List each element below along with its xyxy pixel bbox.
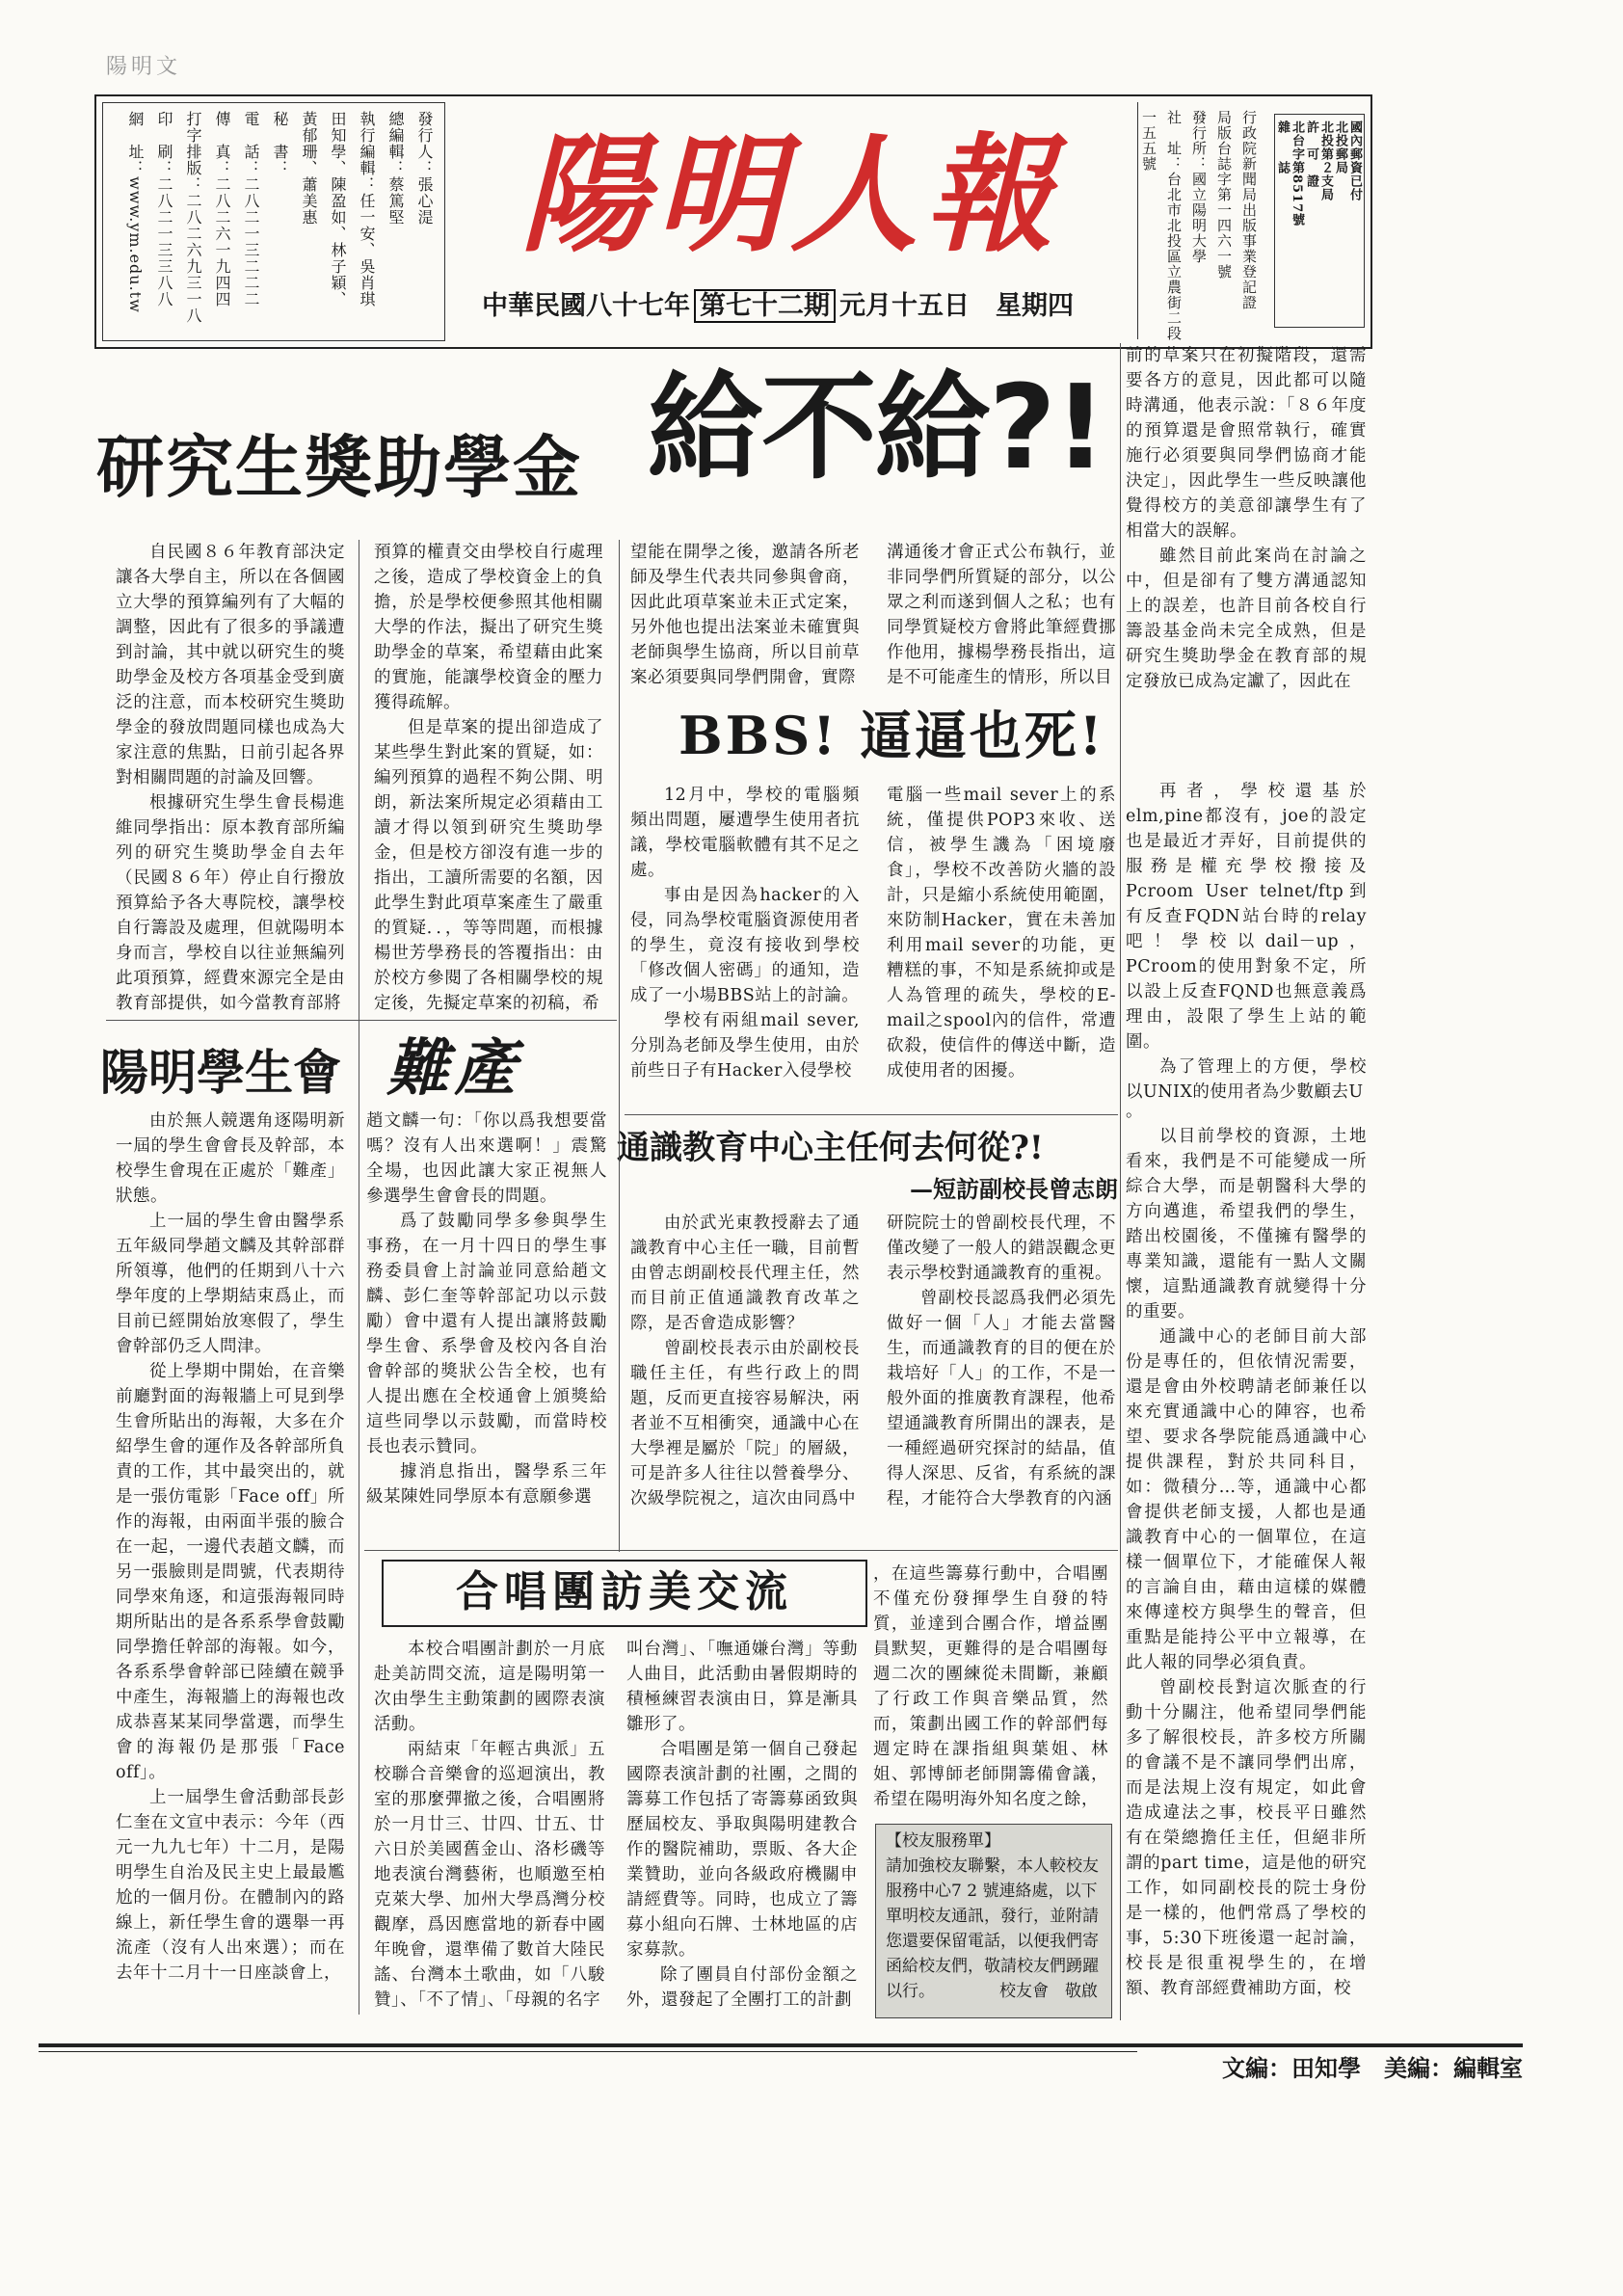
- staff-line-0: 發行人：張心湜: [415, 111, 434, 226]
- registration-box: [1137, 102, 1265, 339]
- masthead: [94, 94, 1372, 349]
- staff-line-4: 黃郁珊、蕭美惠: [300, 111, 318, 226]
- staff-line-5: 秘 書：: [271, 111, 289, 176]
- staff-line-6: 電 話：二八二一三二二二: [242, 111, 260, 307]
- a4-para-2: 。: [1126, 1102, 1143, 1121]
- a1-para-1: 預算的權責交由學校自行處理之後，造成了學校資金上的負擔，於是學校便參照其他相關大學的作法，擬出了研究生獎助學金的草案，希望藉由此案的實施，能讓學校資金的壓力獲得疏解。: [374, 543, 603, 712]
- a5-para-2: 合唱團是第一個自己發起國際表演計劃的社團，之間的籌募工作包括了寄籌募函致與歷屆校友、爭取與陽明建教合作的醫院補助，票販、各大企業贊助，並向各級政府機關申請經費等。同時，也成立了籌募小組向石牌、士林地區的店家募款。: [626, 1740, 858, 1960]
- a1-col-3: [630, 540, 860, 704]
- footer-rule-thin: [39, 2051, 1137, 2052]
- a3-col-1: [116, 1108, 345, 2005]
- a3-para-3: 上一屆學生會活動部長彭仁奎在文宣中表示：今年（西元一九九七年）十二月，是陽明學生自治及民主史上最最尷尬的一個月份。在體制內的路線上，新任學生會的選舉一再流產（沒有人出來選）；而在去年十二月十一日座談會上，: [116, 1788, 345, 1983]
- corner-mark: 陽明文: [106, 55, 182, 79]
- a3-headline: [100, 1028, 621, 1114]
- rule-h3: [364, 1550, 1118, 1551]
- rule-v3: [1120, 343, 1121, 2020]
- a3-para-2: 從上學期中開始，在音樂前廳對面的海報牆上可見到學生會所貼出的海報，大多在介紹學生會的運作及各幹部所負責的工作，其中最突出的，就是一張仿電影「Face off」所作的海報，由兩面半張的臉合在一起，一邊代表趙文麟，而另一張臉則是問號，代表期待同學來角逐，和這張海報同時期所貼出的是各系系學會鼓勵同學擔任幹部的海報。如今，各系系學會幹部已陸續在競爭中產生，海報牆上的海報也改成恭喜某某同學當選，而學生會的海報仍是那張「Face off」。: [116, 1362, 345, 1782]
- a1-para-2: 前的草案只在初擬階段，還需要各方的意見，因此都可以隨時溝通，他表示說：「８６年度的預算還是會照常執行，確實施行必須要與同學們協商才能決定」，因此學生一些反映讓他覺得校方的美意卻讓學生有了相當大的誤解。: [1126, 346, 1367, 541]
- a5-col-1: [374, 1637, 605, 2026]
- rule-h2: [625, 1114, 1118, 1115]
- a4-para-0: 由於武光東教授辭去了通識教育中心主任一職，目前暫由曾志朗副校長代理主任，然而目前正值通識教育改革之際，是否會造成影響？: [630, 1214, 860, 1333]
- reg-line-2: 發行所：國立陽明大學: [1190, 110, 1208, 264]
- a5-para-1: 兩結束「年輕古典派」五校聯合音樂會的巡迴演出，教室的那麼彈撤之後，合唱團將於一月廿三、廿四、廿五、廿六日於美國舊金山、洛杉磯等地表演台灣藝術，也順邀至柏克萊大學、加州大學爲灣分校觀摩，爲因應當地的新春中國年晚會，還準備了數首大陸民謠、台灣本土歌曲，如「八駿贊」、「不了情」、「母親的名字: [374, 1740, 605, 2010]
- postal-box: [1274, 114, 1365, 328]
- a2-para-2: 電腦一些mail sever上的系統，僅提供POP3來收、送信，被學生譏為「困境廢食」，學校不改善防火牆的設計，只是縮小系統使用範圍，來防制Hacker，實在未善加利用mail sever的功能，更糟糕的事，不知是系統抑或是人為管理的疏失，學校的E-mail之spool內的信件，常遭砍殺，使信件的傳送中斷，造成使用者的困擾。: [887, 786, 1116, 1081]
- a4-para-1: 研院院士的曾副校長代理，不僅改變了一般人的錯誤觀念更表示學校對通識教育的重視。: [887, 1214, 1116, 1283]
- reg-line-4: 一五五號: [1140, 110, 1157, 172]
- staff-list: [120, 111, 439, 334]
- a2-col-3: [1126, 779, 1367, 1107]
- a3-para-4: 爲了鼓勵同學多參與學生事務，在一月十四日的學生事務委員會上討論並同意給趙文麟、彭仁奎等幹部記功以示鼓勵）會中還有人提出讓將鼓勵學生會、系學會及校內各自治會幹部的獎狀公告全校，也有人提出應在全校通會上頒獎給這些同學以示鼓勵，而當時校長也表示贊同。: [366, 1212, 607, 1456]
- a5-headline-box: [382, 1560, 867, 1627]
- a1-para-2: 望能在開學之後，邀請各所老師及學生代表共同參與會商，因此此項草案並未正式定案，另外他也提出法案並未確實與老師與學生協商，所以目前草案必須要與同學們開會，實際: [630, 543, 860, 687]
- a3-para-1: 上一屆的學生會由醫學系五年級同學趙文麟及其幹部群所領導，他們的任期到八十六學年度的上學期結束爲止，而目前已經開始放寒假了，學生會幹部仍乏人問津。: [116, 1212, 345, 1356]
- a4-col-2: [887, 1211, 1116, 1519]
- a2-headline: BBS! 逼逼也死!: [678, 705, 1105, 766]
- postal-line-1: 北投郵局: [1333, 120, 1347, 174]
- a1-para-3: 雖然目前此案尚在討論之中，但是卻有了雙方溝通認知上的誤差，也許目前各校自行籌設基金尚未完全成熟，但是研究生獎助學金在教育部的規定發放已成為定讞了，因此在: [1126, 547, 1367, 691]
- postal-line-2: 北投第２支局: [1318, 120, 1333, 201]
- postal-line-4: 北台字第8517號: [1290, 120, 1304, 227]
- registration-list: [1136, 110, 1262, 341]
- a1-para-2: 但是草案的提出卻造成了某些學生對此案的質疑，如：編列預算的過程不夠公開、明朗，新法案所規定必須藉由工讀才得以領到研究生獎助學金，但是校方卻沒有進一步的指出，工讀所需要的名額，因此學生對此項草案產生了嚴重的質疑．．，等等問題，而根據楊世芳學務長的答覆指出：由於校方參閱了各相關學校的規定後，先擬定草案的初稿，希: [374, 718, 603, 1013]
- a4-para-4: 通識中心的老師目前大部份是專任的，但依情況需要，還是會由外校聘請老師兼任以來充實通識中心的陣容，也希望、要求各學院能爲通識中心提供課程，對於共同科目，如：微積分…等，通識中心都會提供老師支援，人都也是通識教育中心的一個單位，在這樣一個單位下，才能確保人報的言論自由，藉由這樣的媒體來傳達校方與學生的聲音，但重點是能持公平中立報導，在此人報的同學必須負責。: [1126, 1327, 1367, 1672]
- a5-para-1: 叫台灣」、「嘸通嫌台灣」等動人曲目，此活動由暑假期時的積極練習表演由日，算是漸具雛形了。: [626, 1640, 858, 1734]
- alumni-box-sign: 校友會 敬啟: [999, 1982, 1098, 2001]
- a3-para-5: 據消息指出，醫學系三年級某陳姓同學原本有意願參選: [366, 1462, 607, 1507]
- postal-line-3: 許 可 證: [1304, 120, 1318, 188]
- date-prefix: 中華民國八十七年: [482, 291, 690, 321]
- rule-h1: [106, 1020, 617, 1021]
- a1-headline: 研究生獎助學金: [96, 427, 582, 507]
- a4-para-2: 曾副校長認爲我們必須先做好一個「人」才能去當醫生，而通識教育的目的便在於栽培好「人」的工作，不是一般外面的推廣教育課程，他希望通識教育所開出的課表，是一種經過研究探討的結晶，值得人深思、反省，有系統的課程，才能符合大學教育的內涵: [887, 1289, 1116, 1508]
- alumni-box-title: 【校友服務單】: [886, 1831, 1000, 1851]
- a2-para-2: 學校有兩組mail sever,分別為老師及學生使用，由於前些日子有Hacker入侵學校: [630, 1011, 860, 1081]
- a2-para-3: 再者，學校還基於elm,pine都沒有，joe的設定也是最近才弄好，目前提供的服務是權充學校撥接及Pcroom User telnet/ftp到有反查FQDN站台時的relay吧！學校以dail－up，PCroom的使用對象不定，所以設上反查FQND也無意義爲理由，設限了學生上站的範圍。: [1126, 782, 1367, 1052]
- a5-headline: 合唱團訪美交流: [456, 1567, 793, 1616]
- a2-para-1: 事由是因為hacker的入侵，同為學校電腦資源使用者的學生，竟沒有接收到學校「修改個人密碼」的通知，造成了一小場BBS站上的討論。: [630, 886, 860, 1005]
- a3-para-3: 趙文麟一句：「你以爲我想要當嗎？沒有人出來選啊！」震驚全場，也因此讓大家正視無人參選學生會會長的問題。: [366, 1111, 607, 1206]
- a2-para-4: 為了管理上的方便，學校以UNIX的使用者為少數顧去U: [1126, 1057, 1367, 1102]
- staff-line-1: 總編輯：蔡篤堅: [386, 111, 405, 226]
- a4-para-3: 以目前學校的資源，土地看來，我們是不可能變成一所綜合大學，而是朝醫科大學的方向邁進，希望我們的學生，踏出校園後，不僅擁有醫學的專業知識，還能有一點人文關懷，這點通識教育就變得十分的重要。: [1126, 1127, 1367, 1322]
- a1-para-2: 溝通後才會正式公布執行，並非同學們所質疑的部分，以公眾之利而遂到個人之私；也有同學質疑校方會將此筆經費挪作他用，據楊學務長指出，這是不可能產生的情形，所以目: [887, 543, 1116, 687]
- footer-credits: 文編：田知學 美編：編輯室: [1222, 2054, 1523, 2082]
- a4-col-1: [630, 1211, 860, 1519]
- a1-col-5: [1126, 343, 1367, 702]
- reg-line-1: 局版台誌字第一四六一號: [1215, 110, 1233, 280]
- alumni-box-text: 請加強校友聯繫，本人較校友服務中心7 2 號連絡處，以下單明校友通訊，發行，並附請您還要保留電話，以便我們寄函給校友們，敬請校友們踴躍以行。: [886, 1856, 1099, 2001]
- issue-date-line: [482, 285, 1157, 328]
- a3-col-2: [366, 1108, 607, 1513]
- staff-line-8: 打字排版：二八二六九三一八: [184, 111, 202, 324]
- staff-line-10: 網 址：www.ym.edu.tw: [126, 111, 145, 313]
- a2-col-1: [630, 783, 860, 1107]
- masthead-title: 陽明人報: [520, 120, 1060, 270]
- a5-para-0: 本校合唱團計劃於一月底赴美訪問交流，這是陽明第一次由學生主動策劃的國際表演活動。: [374, 1640, 605, 1734]
- a1-col-1: [116, 540, 345, 1022]
- postal-list: [1275, 120, 1362, 323]
- issue-number: 第七十二期: [694, 289, 836, 323]
- postal-line-0: 國內郵資已付: [1347, 120, 1362, 201]
- staff-line-7: 傳 真：二八二六一九四四: [213, 111, 231, 307]
- a5-para-3: 除了團員自付部份金額之外，還發起了全團打工的計劃: [626, 1965, 858, 2010]
- a2-col-2: [887, 783, 1116, 1107]
- postal-line-5: 雜 誌: [1275, 120, 1290, 174]
- a5-col-2: [626, 1637, 858, 2026]
- a3-para-0: 由於無人競選角逐陽明新一屆的學生會會長及幹部，本校學生會現在正處於「難產」狀態。: [116, 1111, 345, 1206]
- staff-line-2: 執行編輯：任一安、吳肖琪: [358, 111, 376, 307]
- staff-line-3: 田知學、陳盈如、林子穎、: [329, 111, 347, 307]
- a5-col-3: [873, 1562, 1108, 1812]
- a4-para-1: 曾副校長表示由於副校長職任主任，有些行政上的問題，反而更直接容易解決，兩者並不互相衝突，通識中心在大學裡是屬於「院」的層級，可是許多人往往以營養學分、次級學院視之，這次由同爲中: [630, 1339, 860, 1508]
- a4-headline: 通識教育中心主任何去何從?!: [617, 1129, 1044, 1167]
- alumni-box: [875, 1824, 1112, 2018]
- a1-col-2: [374, 540, 603, 1022]
- a5-para-3: ，在這些籌募行動中，合唱團不僅充份發揮學生自發的特質，並達到合團合作，增益團員默契，更難得的是合唱團每週二次的團練從未間斷，兼顧了行政工作與音樂品質，然而，策劃出國工作的幹部們每週定時在課指組與葉姐、林姐、郭博師老師開籌備會議，希望在陽明海外知名度之餘，: [873, 1564, 1108, 1809]
- reg-line-0: 行政院新聞局出版事業登記證: [1240, 110, 1258, 310]
- staff-line-9: 印 刷：二八二一三三八八: [155, 111, 173, 307]
- date-suffix: 元月十五日 星期四: [839, 291, 1074, 321]
- a3-headline-main: 陽明學生會: [100, 1044, 341, 1101]
- staff-box: [102, 102, 445, 341]
- reg-line-3: 社 址：台北市北投區立農街二段: [1165, 110, 1183, 341]
- a1-para-1: 根據研究生學生會長楊進維同學指出：原本教育部所編列的研究生獎助學金自去年（民國８６年）停止自行撥放預算給予各大專院校，讓學校自行籌設及處理，但就陽明本身而言，學校自以往並無編列此項預算，經費來源完全是由教育部提供，如今當教育部將: [116, 793, 345, 1013]
- rule-v2: [619, 540, 620, 1552]
- a4-byline: —短訪副校長曾志朗: [910, 1175, 1118, 1203]
- a1-headline-2: 給不給?!: [648, 361, 1105, 495]
- a1-col-4: [887, 540, 1116, 704]
- a4-para-5: 曾副校長對這次脈查的行動十分關注，他希望同學們能多了解很校長，許多校方所關的會議不是不讓同學們出席，而是法規上沒有規定，如此會造成違法之事，校長平日雖然有在榮總擔任主任，但絕非所謂的part time，這是他的研究工作，如同副校長的院士身份是一樣的，他們常爲了學校的事，5:30下班後還一起討論，校長是很重視學生的，在增額、教育部經費補助方面，校: [1126, 1678, 1367, 1998]
- a2-para-0: 12月中，學校的電腦頻頻出問題，屢遭學生使用者抗議，學校電腦軟體有其不足之處。: [630, 786, 860, 880]
- a4-col-3: [1126, 1099, 1367, 2024]
- a3-headline-accent: 難產: [386, 1032, 522, 1105]
- a1-para-0: 自民國８６年教育部決定讓各大學自主，所以在各個國立大學的預算編列有了大幅的調整，因此有了很多的爭議遭到討論，其中就以研究生的獎助學金及校方各項基金受到廣泛的注意，而本校研究生獎助學金的發放問題同樣也成為大家注意的焦點，日前引起各界對相關問題的討論及回響。: [116, 543, 345, 788]
